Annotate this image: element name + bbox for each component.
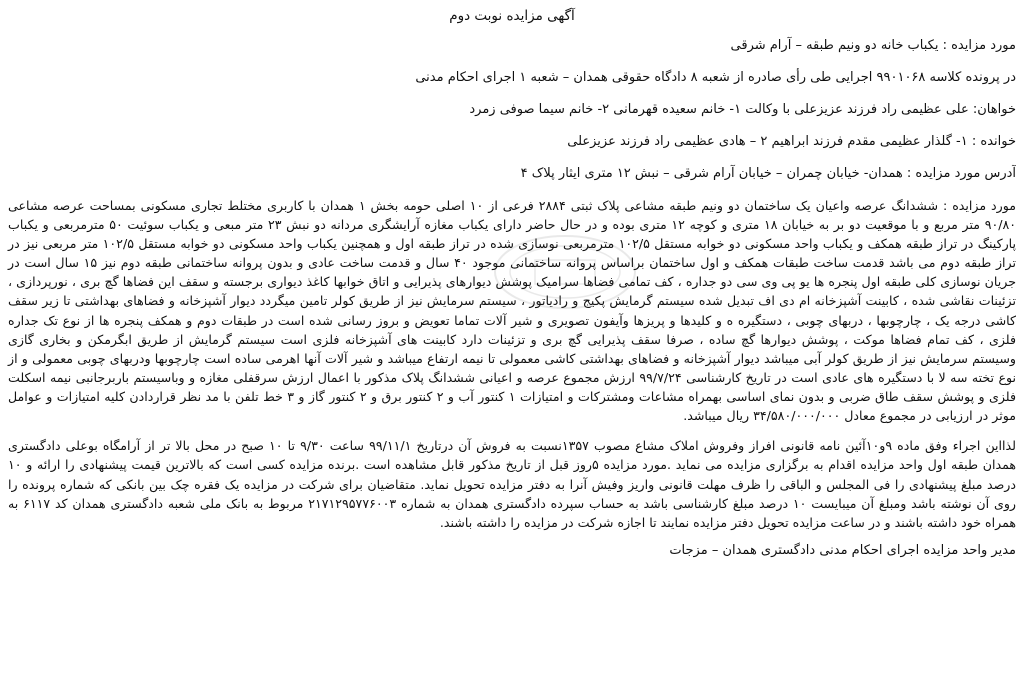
property-description: مورد مزایده : ششدانگ عرصه واعیان یک ساختمان دو ونیم طبقه مشاعی پلاک ثبتی ۲۸۸۴ فرعی از ۱۰ اصلی حومه بخش ۱ همدان با کاربری مختلط تجاری مسکونی بمساحت عرصه مشاعی ۹۰/۸۰ متر مربع و با موقعیت دو بر به خیابان ۱۸ متری و کوچه ۱۲ متری بوده و در حال حاضر دارای یکباب مغازه آرایشگری مردانه دو نبش ۲۳ متر مبعی و یکباب سوئیت ۵۰ مترمربعی و یکباب پارکینگ در تراز طبقه همکف و یکباب واحد مسکونی دو خوابه مستقل ۱۰۲/۵ مترمربعی نوسازی شده در تراز طبقه اول و همچنین یکباب واحد مسکونی دو خوابه مستقل ۱۰۲/۵ متر مربعی نیز در تراز طبقه دوم می باشد قدمت ساخت طبقات همکف و اول ساختمان براساس پروانه ساختمانی موجود ۴۰ سال و قدمت ساخت عادی و بدون پروانه ساختمانی طبقه دوم نیز ۱۵ سال است در جریان نوسازی کلی طبقه اول پنجره ها یو پی وی سی دو جداره ، کف تمامی فضاها سرامیک پوشش دیوارهای پذیرایی و اتاق خوابها کاغذ دیواری برجسته و سقف این فضاها گچ بری ، نورپردازی ، تزئینات نقاشی شده ، کابینت آشپزخانه ام دی اف تبدیل شده سیستم گرمایش پکیج و رادیاتور ، سیستم سرمایش نیز از طریق کولر تامین میگردد دیوار آشپزخانه و فضاهای بهداشتی تا زیر سقف کاشی درجه یک ، چارچوبها ، دربهای چوبی ، دستگیره ه و کلیدها و پریزها وآیفون تصویری و شیر آلات تماما تعویض و بروز رسانی شده است در طبقات دوم و همکف پنجره ها از نوع تک جداره فلزی ، کف تمام فضاها موکت ، پوشش دیوارها گچ ساده ، صرفا سقف پذیرایی گچ بری و تزئینات دارد کابینت های آشپزخانه فلزی است سیستم گرمایش از طریق ابگرمکن و بخاری گازی وسیستم سرمایش نیز از طریق کولر آبی میباشد دیوار آشپزخانه و فضاهای بهداشتی کاشی معمولی تا نیمه ارتفاع میباشد و شیر آلات آنها اهرمی ساده است چارچوبها ودربهای چوبی معمولی و از نوع تخته سه لا با دستگیره های عادی است در تاریخ کارشناسی ۹۹/۷/۲۴ ارزش مجموع عرصه و اعیانی ششدانگ پلاک مذکور با اعمال ارزش سرقفلی مغازه و وباسیستم باربرجانبی نیمه اسکلت فلزی و پوشش سقف طاق ضربی و بدون نمای اساسی بهمراه مشاعات ومشترکات و امتیازات ۱ کنتور آب و ۲ کنتور برق و ۲ کنتور گاز و ۳ خط تلفن با مد نظر قراردادن کلیه امتیازات و عوامل موثر در ارزیابی در مجموع معادل ۳۴/۵۸۰/۰۰۰/۰۰۰ ریال میباشد. <box>8 198 1017 424</box>
defendant-line: خوانده : ۱- گلذار عظیمی مقدم فرزند ابراهیم ۲ – هادی عظیمی راد فرزند عزیزعلی <box>567 134 1016 149</box>
notice-title: آگهی مزایده نوبت دوم <box>449 8 575 24</box>
plaintiff-line: خواهان: علی عظیمی راد فرزند عزیزعلی با وکالت ۱- خانم سعیده قهرمانی ۲- خانم سیما صوفی زمرد <box>469 102 1016 117</box>
auction-subject: مورد مزایده : یکباب خانه دو ونیم طبقه – آرام شرقی <box>730 38 1016 53</box>
auction-procedure: لذااین اجراء وفق ماده ۹و۱۰آئین نامه قانونی افراز وفروش املاک مشاع مصوب ۱۳۵۷نسبت به فروش آن درتاریخ ۹۹/۱۱/۱ ساعت ۹/۳۰ تا ۱۰ صبح در محل بالا تر از آرامگاه بوعلی دادگستری همدان طبقه اول واحد مزایده اقدام به برگزاری مزایده می نماید .مورد مزایده ۵روز قبل از تاریخ مذکور قابل مشاهده است .برنده مزایده کسی است که بالاترین قیمت پیشنهادی را ارائه و ۱۰ درصد مبلغ پیشنهادی را فی المجلس و الباقی را ظرف مهلت قانونی واریز وفیش آنرا به دفتر مزایده تحویل نماید. متقاضیان برای شرکت در مزایده یک فقره چک بین بانکی که شماره پرونده را روی آن نوشته باشد ومبلغ آن میبایست ۱۰ درصد مبلغ کارشناسی باشد به حساب سپرده دادگستری همدان به شماره ۲۱۷۱۲۹۵۷۷۶۰۰۳ مربوط به بانک ملی شعبه دادگستری همدان کد ۶۱۱۷ به همراه خود داشته باشند و در ساعت مزایده تحویل دفتر مزایده نمایند تا اجازه شرکت در مزایده را داشته باشند. <box>8 438 1017 530</box>
signature-line: مدیر واحد مزایده اجرای احکام مدنی دادگستری همدان – مزجات <box>669 543 1016 559</box>
case-reference: در پرونده کلاسه ۹۹۰۱۰۶۸ اجرایی طی رأی صادره از شعبه ۸ دادگاه حقوقی همدان – شعبه ۱ اجرای احکام مدنی <box>415 70 1016 85</box>
property-address: آدرس مورد مزایده : همدان- خیابان چمران – خیابان آرام شرقی – نبش ۱۲ متری ایثار پلاک ۴ <box>520 166 1016 181</box>
